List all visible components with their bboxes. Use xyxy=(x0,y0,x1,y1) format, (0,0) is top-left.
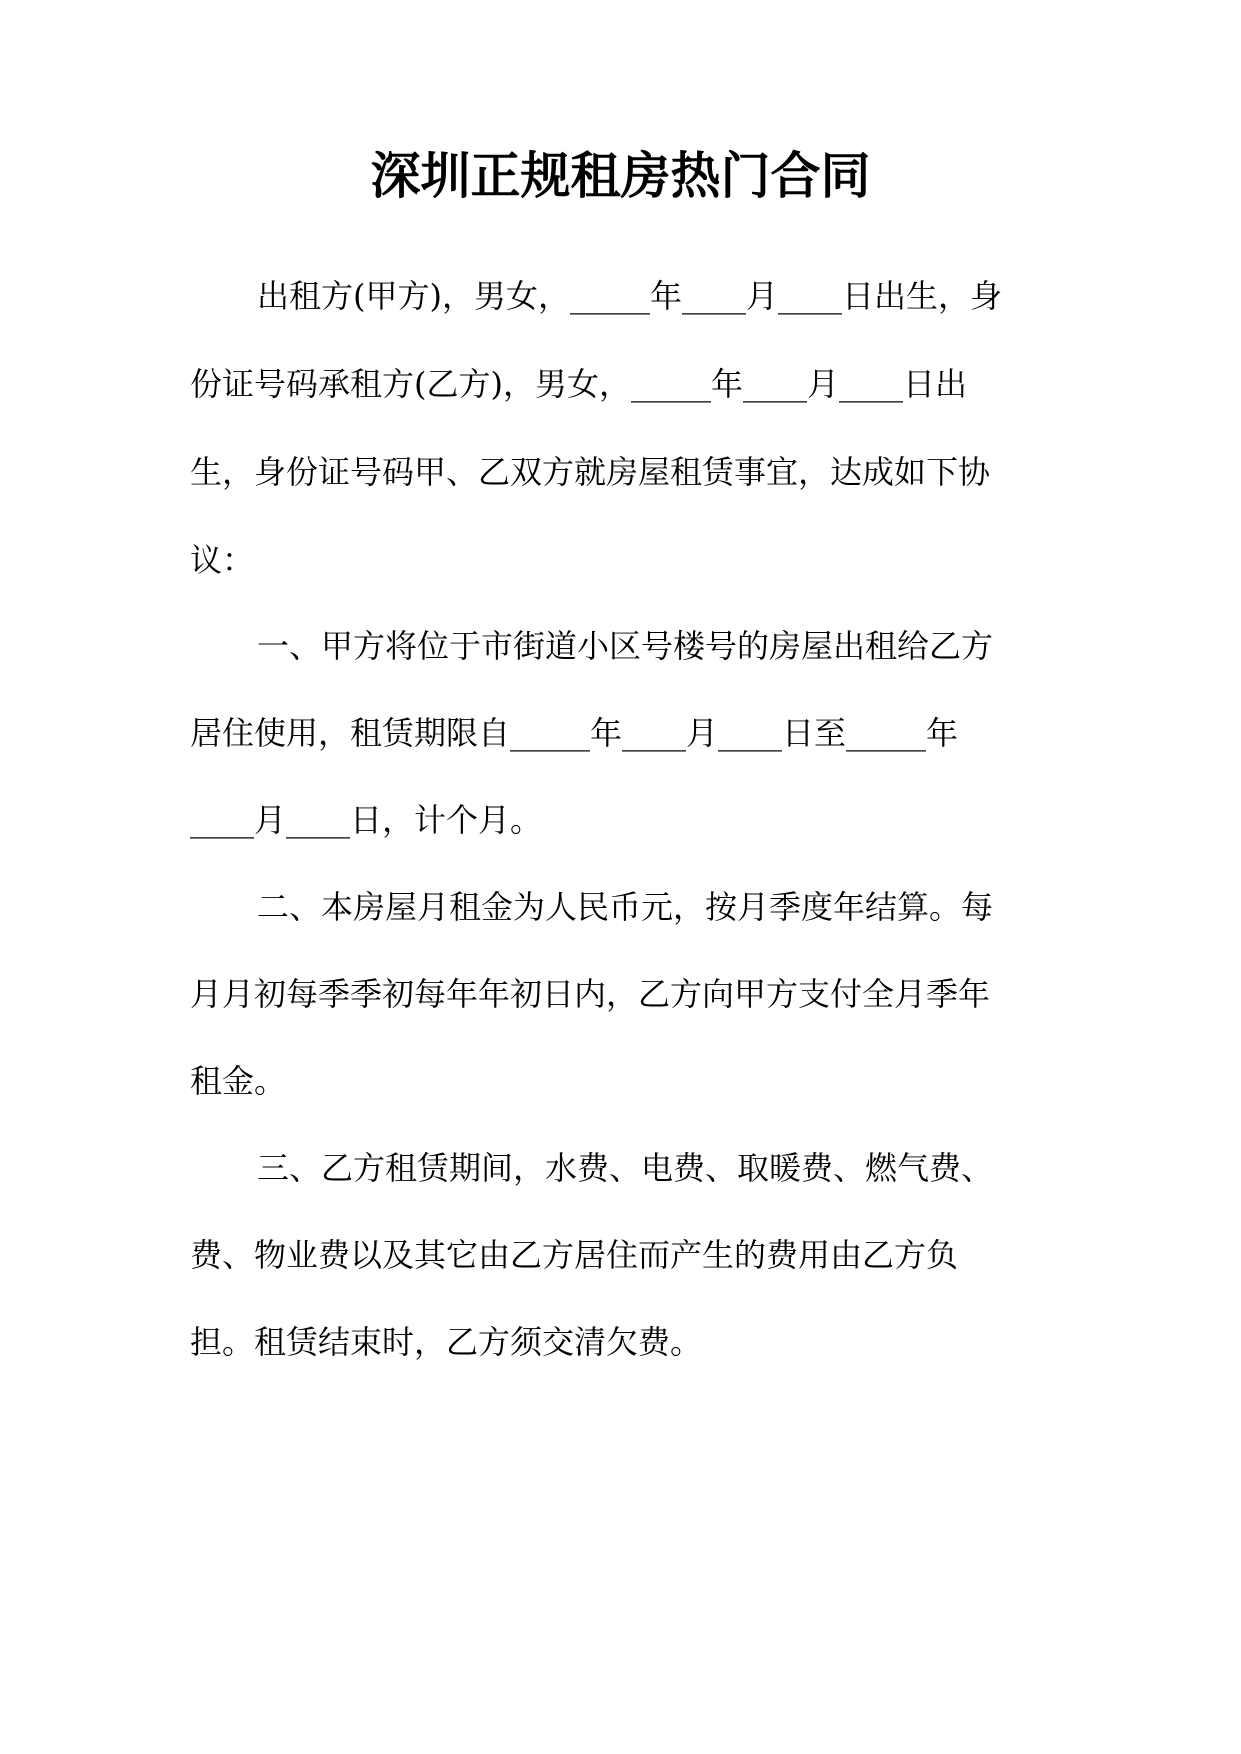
paragraph-line: 租金。 xyxy=(190,1062,287,1100)
paragraph-line: 担。租赁结束时，乙方须交清欠费。 xyxy=(190,1323,703,1361)
paragraph-line: 出租方(甲方)，男女，_____年____月____日出生，身 xyxy=(257,277,1002,315)
paragraph-line: 生，身份证号码甲、乙双方就房屋租赁事宜，达成如下协 xyxy=(190,453,991,491)
paragraph-line: 月月初每季季初每年年初日内，乙方向甲方支付全月季年 xyxy=(190,975,991,1013)
paragraph-line: 二、本房屋月租金为人民币元，按月季度年结算。每 xyxy=(257,888,994,926)
paragraph-line: 费、物业费以及其它由乙方居住而产生的费用由乙方负 xyxy=(190,1236,959,1274)
paragraph-line: 一、甲方将位于市街道小区号楼号的房屋出租给乙方 xyxy=(257,627,994,665)
paragraph-line: 议： xyxy=(190,541,255,579)
paragraph-line: ____月____日，计个月。 xyxy=(190,801,543,839)
document-title: 深圳正规租房热门合同 xyxy=(370,146,871,205)
paragraph-line: 份证号码承租方(乙方)，男女，_____年____月____日出 xyxy=(190,365,967,403)
paragraph-line: 三、乙方租赁期间，水费、电费、取暖费、燃气费、 xyxy=(257,1149,994,1187)
paragraph-line: 居住使用，租赁期限自_____年____月____日至_____年 xyxy=(190,714,959,752)
